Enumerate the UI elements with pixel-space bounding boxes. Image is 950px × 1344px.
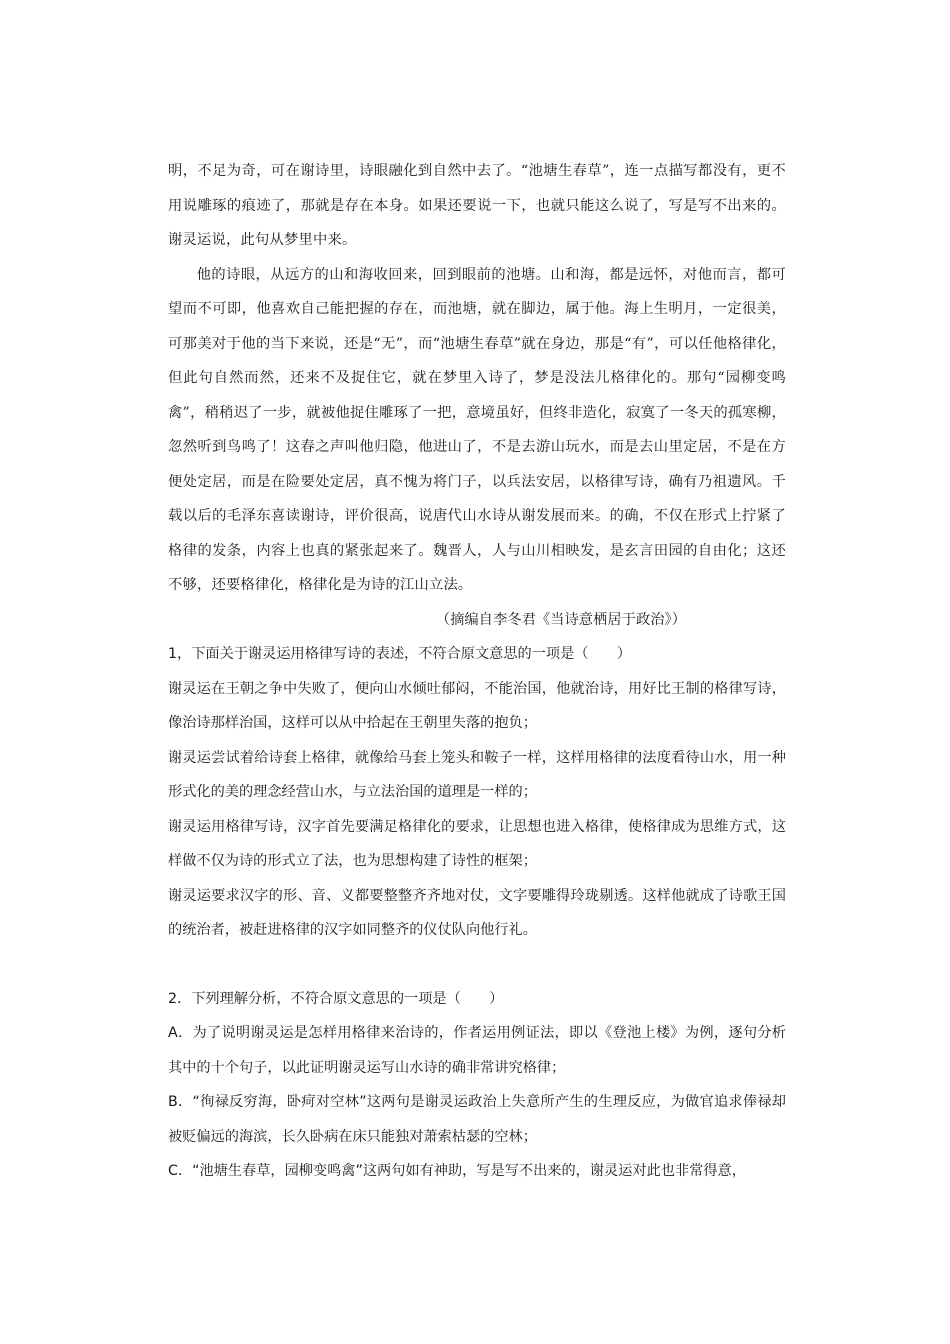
- question-2-option-b: B．“徇禄反穷海，卧疴对空林”这两句是谢灵运政治上失意所产生的生理反应，为做官追求俸禄却被贬偏远的海滨，长久卧病在床只能独对萧索枯瑟的空林；: [168, 1094, 786, 1145]
- question-1-option-b: 谢灵运尝试着给诗套上格律，就像给马套上笼头和鞍子一样，这样用格律的法度看待山水，用一种形式化的美的理念经营山水，与立法治国的道理是一样的；: [168, 749, 786, 800]
- question-1-stem: 1，下面关于谢灵运用格律写诗的表述，不符合原文意思的一项是（ ）: [168, 646, 632, 662]
- question-spacer: [168, 948, 786, 982]
- passage-paragraph-1: 明，不足为奇，可在谢诗里，诗眼融化到自然中去了。“池塘生春草”，连一点描写都没有，更不用说雕琢的痕迹了，那就是存在本身。如果还要说一下，也就只能这么说了，写是写不出来的。谢灵运说，此句从梦里中来。: [168, 163, 786, 248]
- document-page: [168, 154, 786, 1189]
- question-1-option-a: 谢灵运在王朝之争中失败了，便向山水倾吐郁闷，不能治国，他就治诗，用好比王制的格律写诗，像治诗那样治国，这样可以从中拾起在王朝里失落的抱负；: [168, 680, 786, 731]
- question-1-option-c: 谢灵运用格律写诗，汉字首先要满足格律化的要求，让思想也进入格律，使格律成为思维方式，这样做不仅为诗的形式立了法，也为思想构建了诗性的框架；: [168, 818, 786, 869]
- passage-paragraph-2: 他的诗眼，从远方的山和海收回来，回到眼前的池塘。山和海，都是远怀，对他而言，都可望而不可即，他喜欢自己能把握的存在，而池塘，就在脚边，属于他。海上生明月，一定很美，可那美对于他的当下来说，还是“无”，而“池塘生春草”就在身边，那是“有”，可以任他格律化，但此句自然而然，还来不及捉住它，就在梦里入诗了，梦是没法儿格律化的。那句“园柳变鸣禽”，稍稍迟了一步，就被他捉住雕琢了一把，意境虽好，但终非造化，寂寞了一冬天的孤寒柳，忽然听到鸟鸣了！这春之声叫他归隐，他进山了，不是去游山玩水，而是去山里定居，不是在方便处定居，而是在险要处定居，真不愧为将门子，以兵法安居，以格律写诗，确有乃祖遗风。千载以后的毛泽东喜读谢诗，评价很高，说唐代山水诗从谢发展而来。的确，不仅在形式上拧紧了格律的发条，内容上也真的紧张起来了。魏晋人，人与山川相映发，是玄言田园的自由化；这还不够，还要格律化，格律化是为诗的江山立法。: [168, 266, 786, 593]
- question-2-option-a: A．为了说明谢灵运是怎样用格律来治诗的，作者运用例证法，即以《登池上楼》为例，逐句分析其中的十个句子，以此证明谢灵运写山水诗的确非常讲究格律；: [168, 1025, 786, 1076]
- question-2-option-c: C．“池塘生春草，园柳变鸣禽”这两句如有神助，写是写不出来的，谢灵运对此也非常得意，: [168, 1163, 746, 1179]
- question-1-option-d: 谢灵运要求汉字的形、音、义都要整整齐齐地对仗，文字要雕得玲珑剔透。这样他就成了诗歌王国的统治者，被赶进格律的汉字如同整齐的仪仗队向他行礼。: [168, 887, 786, 938]
- question-2-stem: 2．下列理解分析，不符合原文意思的一项是（ ）: [168, 990, 504, 1007]
- passage-source: （摘编自李冬君《当诗意栖居于政治》）: [435, 611, 686, 628]
